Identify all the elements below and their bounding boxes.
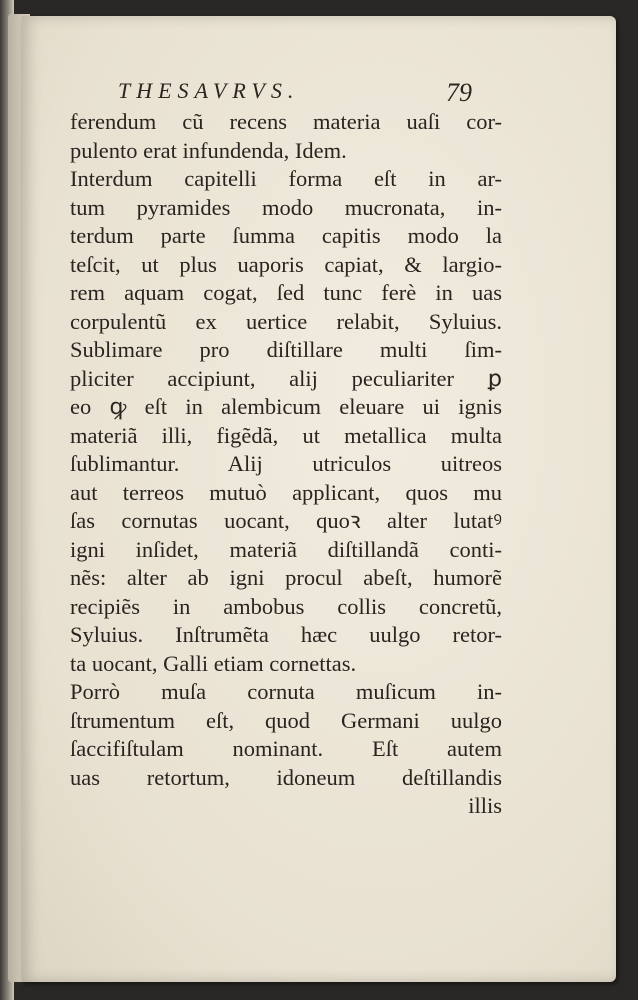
page-number: 79 [446, 78, 472, 107]
text-line: eo ꝙ eſt in alembicum eleuare ui ignis [70, 394, 502, 419]
text-line: tum pyramides modo mucronata, in- [70, 194, 502, 220]
text-line: teſcit, ut plus uaporis capiat, & largio- [70, 251, 502, 277]
text-line: corpulentũ ex uertice relabit, Syluius. [70, 308, 502, 334]
text-line: Sublimare pro diſtillare multi ſim- [70, 337, 502, 362]
text-line: Porrò muſa cornuta muſicum in- [70, 679, 502, 704]
text-line: aut terreos mutuò applicant, quos mu [70, 479, 502, 505]
body-text [70, 108, 502, 821]
book-page [22, 16, 616, 982]
text-line: materiã illi, figẽdã, ut metallica multa [70, 422, 502, 448]
text-line: pliciter accipiunt, alij peculiariter ꝑ [70, 365, 502, 391]
text-line: ta uocant, Galli etiam cornettas. [70, 650, 357, 676]
text-line: pulento erat infundenda, Idem. [70, 137, 347, 163]
text-line: ſtrumentum eſt, quod Germani uulgo [70, 707, 502, 733]
text-line: recipiẽs in ambobus collis concretũ, [70, 593, 502, 619]
catchword: illis [468, 793, 502, 818]
text-line: Interdum capitelli forma eſt in ar- [70, 166, 502, 191]
text-line: rem aquam cogat, ſed tunc ferè in uas [70, 280, 502, 305]
text-line: nẽs: alter ab igni procul abeſt, humorẽ [70, 565, 502, 590]
text-line: terdum parte ſumma capitis modo la [70, 223, 502, 248]
text-line: ſublimantur. Alij utriculos uitreos [70, 451, 502, 476]
text-line: Syluius. Inſtrumẽta hæc uulgo retor- [70, 622, 502, 647]
text-line: ferendum cũ recens materia uaſi cor- [70, 109, 502, 134]
running-head: THESAVRVS. [118, 78, 300, 103]
text-line: ſas cornutas uocant, quoꝛ alter lutatꝰ [70, 508, 502, 533]
text-line: ſaccifiſtulam nominant. Eſt autem [70, 736, 502, 761]
text-line: igni inſidet, materiã diſtillandã conti- [70, 536, 502, 562]
text-line: uas retortum, idoneum deſtillandis [70, 764, 502, 790]
